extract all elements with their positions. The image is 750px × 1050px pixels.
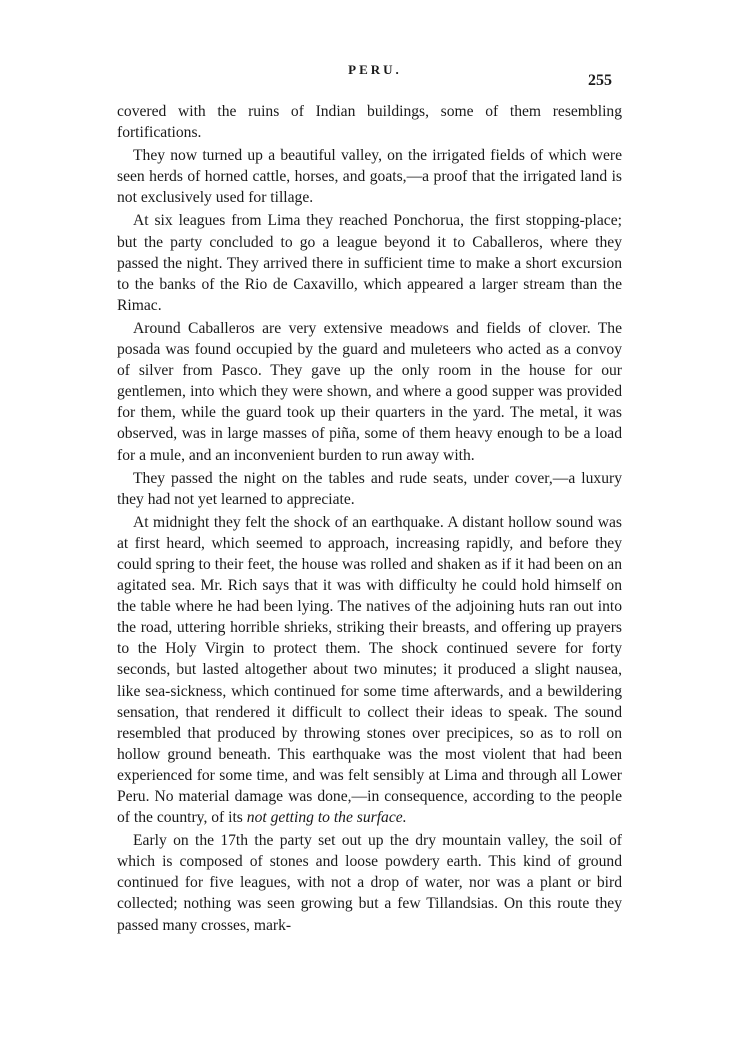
paragraph: They now turned up a beautiful valley, on the irrigated fields of which were seen herds of horned cattle, horses, and goats,—a proof that the irrigated land is not exclusively used for tillage. bbox=[117, 147, 622, 207]
running-head: PERU. bbox=[348, 62, 402, 77]
paragraph: Around Caballeros are very extensive meadows and fields of clover. The posada was found occupied by the guard and muleteers who acted as a convoy of silver from Pasco. They gave up the only room in the house for our gentlemen, into which they were shown, and where a good supper was provided for them, while the guard took up their quarters in the yard. The metal, it was observed, was in large masses of piña, some of them heavy enough to be a load for a mule, and an inconvenient burden to run away with. bbox=[117, 319, 622, 464]
paragraph: They passed the night on the tables and rude seats, under cover,—a luxury they had not yet learned to appreciate. bbox=[117, 469, 622, 508]
body-text bbox=[117, 101, 622, 936]
paragraph-text: At midnight they felt the shock of an earthquake. A distant hollow sound was at first heard, which seemed to approach, increasing rapidly, and before they could spring to their feet, the house was rolled and shaken as if it had been on an agitated sea. Mr. Rich says that it was with difficulty he could hold himself on the table where he had been lying. The natives of the adjoining huts ran out into the road, uttering horrible shrieks, striking their breasts, and offering up prayers to the Holy Virgin to protect them. The shock continued severe for forty seconds, but lasted altogether about two minutes; it produced a slight nausea, like sea-sickness, which continued for some time afterwards, and a bewildering sensation, that rendered it difficult to collect their ideas to speak. The sound resembled that produced by throwing stones over precipices, so as to roll on hollow ground beneath. This earthquake was the most violent that had been experienced for some time, and was felt sensibly at Lima and through all Lower Peru. No material damage was done,—in consequence, according to the people of the country, of its bbox=[117, 513, 622, 827]
paragraph-earthquake bbox=[117, 512, 622, 828]
paragraph-continued: covered with the ruins of Indian buildings, some of them resembling fortifications. bbox=[117, 103, 622, 142]
page-number: 255 bbox=[588, 72, 612, 89]
paragraph: Early on the 17th the party set out up the dry mountain valley, the soil of which is composed of stones and loose powdery earth. This kind of ground continued for five leagues, with not a drop of water, nor was a plant or bird collected; nothing was seen growing but a few Tillandsias. On this route they passed many crosses, mark- bbox=[117, 832, 622, 934]
paragraph: At six leagues from Lima they reached Ponchorua, the first stopping-place; but the party concluded to go a league beyond it to Caballeros, where they passed the night. They arrived there in sufficient time to make a short excursion to the banks of the Rio de Caxavillo, which appeared a larger stream than the Rimac. bbox=[117, 212, 622, 314]
emphasized-text: not getting to the surface. bbox=[246, 809, 407, 827]
